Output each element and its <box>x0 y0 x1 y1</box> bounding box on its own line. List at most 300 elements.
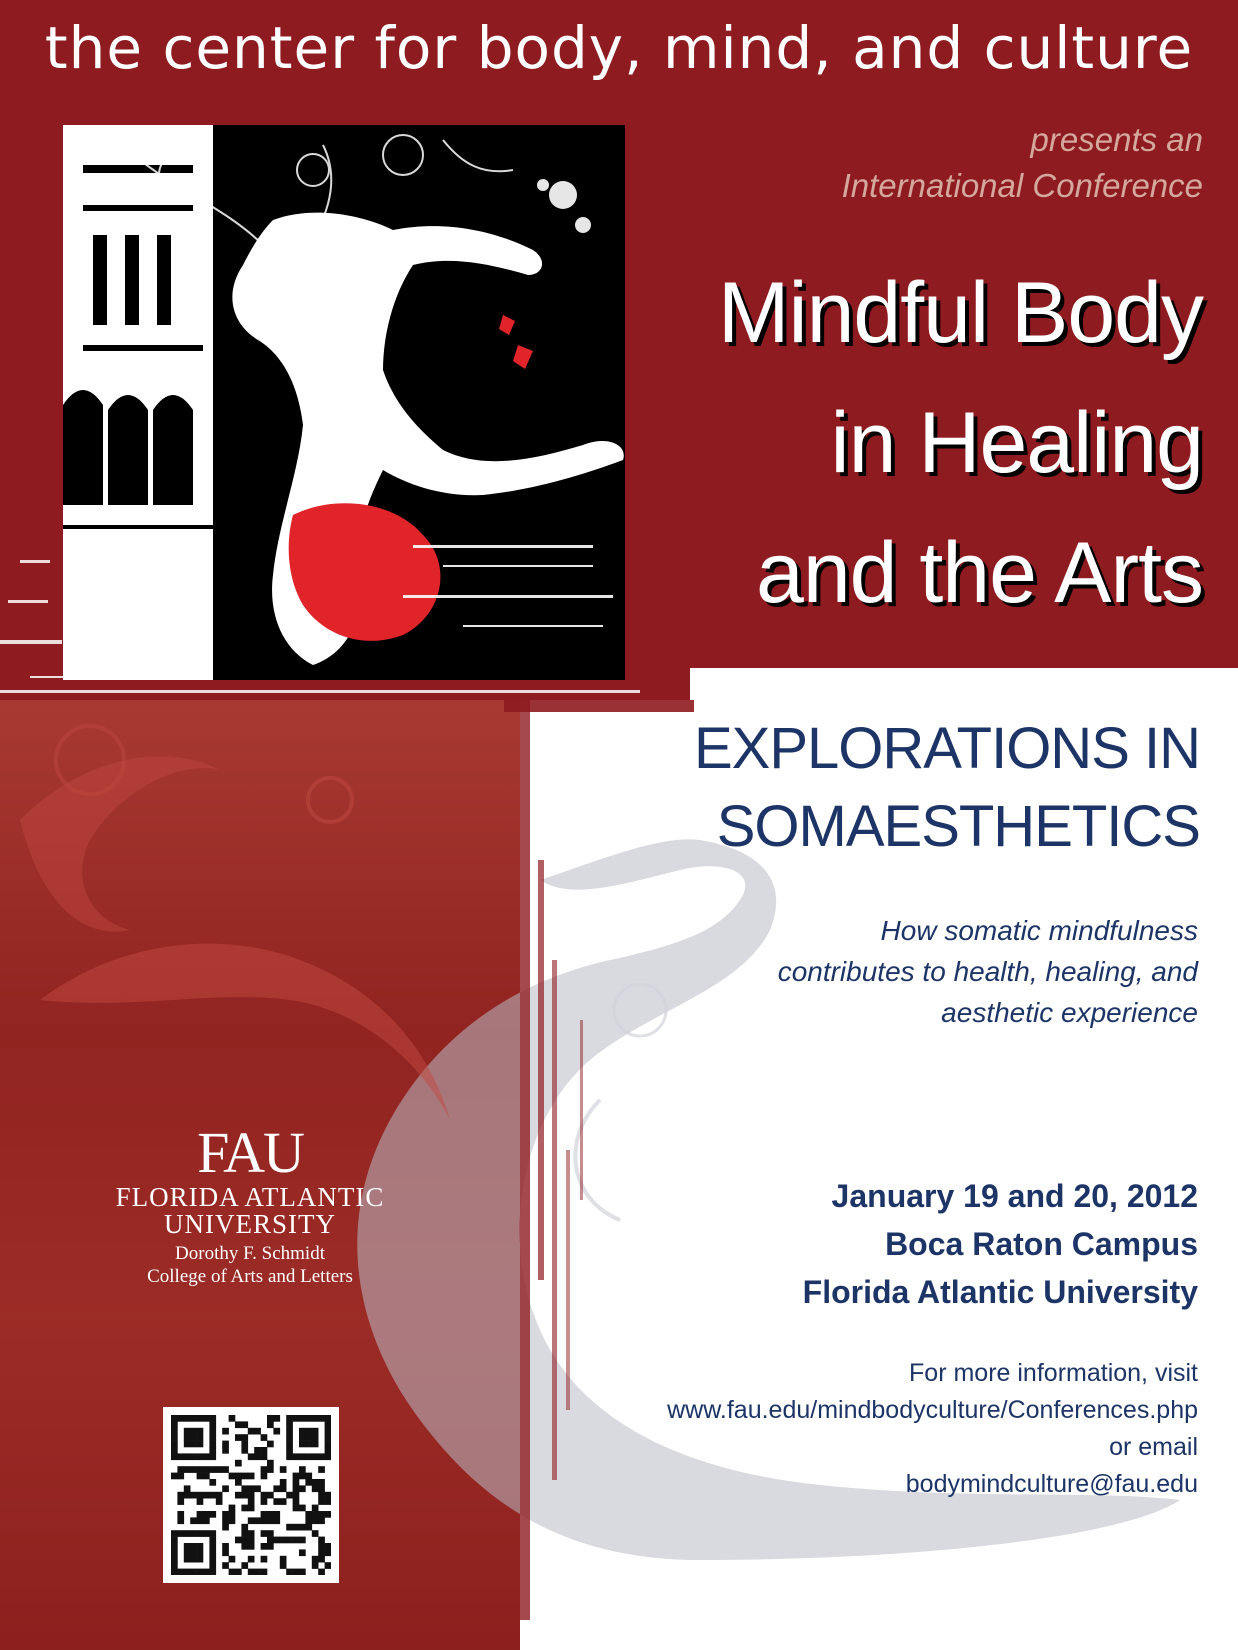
qr-module <box>299 1428 306 1435</box>
presents-line-1: presents an <box>1030 121 1203 158</box>
qr-module <box>286 1569 293 1575</box>
qr-module <box>261 1569 268 1575</box>
event-details <box>803 1172 1198 1316</box>
qr-module <box>171 1441 178 1448</box>
qr-module <box>197 1530 204 1537</box>
fau-name-line-1: FLORIDA ATLANTIC <box>115 1182 385 1212</box>
qr-module <box>312 1517 319 1524</box>
qr-module <box>299 1434 306 1441</box>
qr-module <box>280 1485 287 1492</box>
qr-module <box>293 1485 300 1492</box>
qr-module <box>254 1428 261 1435</box>
qr-module <box>171 1428 178 1435</box>
qr-module <box>299 1569 306 1575</box>
qr-module <box>216 1466 223 1473</box>
qr-module <box>280 1479 287 1486</box>
qr-module <box>325 1434 331 1441</box>
qr-module <box>286 1447 293 1454</box>
qr-module <box>318 1479 325 1486</box>
qr-module <box>318 1485 325 1492</box>
qr-module <box>248 1537 255 1544</box>
qr-module <box>190 1543 197 1550</box>
qr-module <box>299 1537 306 1544</box>
qr-module <box>235 1479 242 1486</box>
qr-module <box>171 1543 178 1550</box>
qr-module <box>241 1447 248 1454</box>
qr-module <box>197 1549 204 1556</box>
qr-module <box>209 1492 216 1499</box>
qr-module <box>184 1492 191 1499</box>
title-line-1: Mindful Body <box>717 265 1203 361</box>
qr-module <box>197 1569 204 1575</box>
qr-module <box>325 1562 331 1569</box>
qr-module <box>184 1530 191 1537</box>
qr-module <box>203 1415 210 1422</box>
qr-module <box>209 1453 216 1460</box>
qr-module <box>197 1466 204 1473</box>
qr-module <box>325 1428 331 1435</box>
qr-module <box>209 1415 216 1422</box>
qr-module <box>241 1530 248 1537</box>
qr-module <box>318 1466 325 1473</box>
qr-module <box>305 1428 312 1435</box>
qr-module <box>229 1505 236 1512</box>
qr-module <box>312 1428 319 1435</box>
info-line-3: or email <box>1109 1433 1198 1461</box>
qr-module <box>209 1556 216 1563</box>
qr-module <box>312 1479 319 1486</box>
qr-module <box>197 1543 204 1550</box>
qr-module <box>261 1511 268 1518</box>
tagline-line-3: aesthetic experience <box>941 997 1198 1028</box>
qr-module <box>229 1569 236 1575</box>
qr-module <box>261 1466 268 1473</box>
qr-module <box>273 1428 280 1435</box>
event-date: January 19 and 20, 2012 <box>831 1178 1198 1214</box>
qr-module <box>325 1498 331 1505</box>
qr-module <box>235 1473 242 1480</box>
qr-module <box>286 1537 293 1544</box>
qr-module <box>280 1466 287 1473</box>
qr-module <box>190 1441 197 1448</box>
qr-module <box>216 1492 223 1499</box>
qr-module <box>305 1524 312 1531</box>
qr-module <box>171 1434 178 1441</box>
qr-module <box>177 1415 184 1422</box>
qr-module <box>184 1434 191 1441</box>
qr-module <box>293 1415 300 1422</box>
event-university: Florida Atlantic University <box>802 1274 1198 1310</box>
qr-module <box>184 1543 191 1550</box>
qr-module <box>325 1453 331 1460</box>
qr-module <box>184 1466 191 1473</box>
qr-module <box>197 1492 204 1499</box>
qr-module <box>197 1473 204 1480</box>
qr-module <box>318 1549 325 1556</box>
qr-module <box>305 1415 312 1422</box>
qr-module <box>197 1511 204 1518</box>
qr-module <box>305 1517 312 1524</box>
qr-module <box>229 1517 236 1524</box>
qr-module <box>209 1562 216 1569</box>
qr-module <box>318 1543 325 1550</box>
qr-module <box>241 1473 248 1480</box>
qr-module <box>241 1505 248 1512</box>
qr-module <box>171 1447 178 1454</box>
qr-module <box>209 1441 216 1448</box>
qr-module <box>318 1415 325 1422</box>
qr-module <box>305 1479 312 1486</box>
fau-college-line-2: College of Arts and Letters <box>147 1266 353 1287</box>
qr-module <box>293 1479 300 1486</box>
qr-module <box>261 1543 268 1550</box>
qr-module <box>248 1543 255 1550</box>
qr-code-icon[interactable] <box>163 1407 339 1583</box>
qr-module <box>267 1511 274 1518</box>
qr-module <box>325 1447 331 1454</box>
qr-module <box>248 1485 255 1492</box>
qr-module <box>305 1453 312 1460</box>
qr-module <box>190 1428 197 1435</box>
qr-module <box>171 1537 178 1544</box>
qr-module <box>241 1492 248 1499</box>
qr-module <box>190 1492 197 1499</box>
qr-module <box>273 1498 280 1505</box>
qr-module <box>267 1492 274 1499</box>
qr-module <box>222 1511 229 1518</box>
qr-module <box>318 1453 325 1460</box>
qr-module <box>229 1511 236 1518</box>
qr-module <box>177 1473 184 1480</box>
qr-module <box>184 1441 191 1448</box>
qr-module <box>203 1453 210 1460</box>
qr-module <box>318 1511 325 1518</box>
qr-module <box>241 1441 248 1448</box>
qr-module <box>209 1543 216 1550</box>
qr-module <box>222 1485 229 1492</box>
qr-module <box>261 1473 268 1480</box>
qr-module <box>280 1498 287 1505</box>
qr-module <box>286 1492 293 1499</box>
qr-module <box>171 1415 178 1422</box>
qr-module <box>286 1524 293 1531</box>
qr-module <box>312 1562 319 1569</box>
qr-module <box>248 1517 255 1524</box>
fau-mark: FAU <box>197 1120 303 1185</box>
qr-module <box>286 1421 293 1428</box>
qr-module <box>190 1556 197 1563</box>
qr-module <box>267 1537 274 1544</box>
qr-module <box>209 1511 216 1518</box>
qr-module <box>209 1434 216 1441</box>
info-email-link[interactable]: bodymindculture@fau.edu <box>905 1470 1198 1498</box>
qr-module <box>177 1453 184 1460</box>
qr-module <box>248 1498 255 1505</box>
qr-module <box>203 1511 210 1518</box>
qr-module <box>305 1473 312 1480</box>
qr-module <box>248 1492 255 1499</box>
qr-module <box>325 1543 331 1550</box>
qr-module <box>171 1421 178 1428</box>
qr-module <box>190 1569 197 1575</box>
qr-module <box>299 1415 306 1422</box>
subtitle-line-1: EXPLORATIONS IN <box>693 716 1200 781</box>
qr-module <box>222 1549 229 1556</box>
qr-module <box>273 1537 280 1544</box>
qr-module <box>197 1498 204 1505</box>
qr-module <box>267 1441 274 1448</box>
qr-module <box>209 1537 216 1544</box>
title-line-2: in Healing <box>830 395 1203 491</box>
qr-module <box>209 1447 216 1454</box>
qr-module <box>299 1524 306 1531</box>
qr-module <box>312 1441 319 1448</box>
qr-module <box>312 1511 319 1518</box>
qr-module <box>177 1569 184 1575</box>
tagline-line-2: contributes to health, healing, and <box>777 956 1198 987</box>
qr-module <box>293 1453 300 1460</box>
qr-module <box>177 1517 184 1524</box>
qr-module <box>293 1473 300 1480</box>
qr-module <box>248 1473 255 1480</box>
qr-module <box>241 1562 248 1569</box>
qr-module <box>325 1441 331 1448</box>
qr-module <box>203 1466 210 1473</box>
qr-module <box>261 1530 268 1537</box>
qr-module <box>190 1453 197 1460</box>
qr-module <box>254 1485 261 1492</box>
qr-module <box>280 1537 287 1544</box>
qr-module <box>325 1511 331 1518</box>
qr-module <box>203 1473 210 1480</box>
qr-module <box>209 1569 216 1575</box>
qr-module <box>318 1492 325 1499</box>
qr-module <box>312 1556 319 1563</box>
qr-module <box>267 1530 274 1537</box>
qr-module <box>241 1485 248 1492</box>
qr-module <box>171 1556 178 1563</box>
qr-module <box>293 1498 300 1505</box>
center-name-heading: the center for body, mind, and culture <box>44 14 1194 82</box>
qr-module <box>286 1434 293 1441</box>
qr-module <box>222 1466 229 1473</box>
qr-module <box>286 1428 293 1435</box>
qr-module <box>325 1549 331 1556</box>
qr-module <box>177 1511 184 1518</box>
tagline <box>778 910 1198 1033</box>
qr-module <box>229 1556 236 1563</box>
qr-module <box>184 1485 191 1492</box>
qr-module <box>184 1549 191 1556</box>
qr-module <box>325 1492 331 1499</box>
title-line-3: and the Arts <box>756 525 1203 621</box>
qr-module <box>248 1556 255 1563</box>
qr-module <box>286 1441 293 1448</box>
qr-module <box>209 1549 216 1556</box>
qr-module <box>203 1492 210 1499</box>
fau-name-line-2: UNIVERSITY <box>164 1209 336 1239</box>
qr-module <box>261 1447 268 1454</box>
qr-module <box>293 1524 300 1531</box>
qr-module <box>267 1415 274 1422</box>
qr-module <box>222 1517 229 1524</box>
qr-module <box>312 1505 319 1512</box>
qr-module <box>222 1428 229 1435</box>
tagline-line-1: How somatic mindfulness <box>880 915 1198 946</box>
qr-module <box>261 1492 268 1499</box>
qr-module <box>305 1434 312 1441</box>
qr-module <box>267 1466 274 1473</box>
qr-module <box>241 1537 248 1544</box>
qr-module <box>305 1511 312 1518</box>
qr-module <box>254 1447 261 1454</box>
qr-module <box>273 1511 280 1518</box>
qr-module <box>209 1428 216 1435</box>
qr-module <box>318 1517 325 1524</box>
qr-module <box>222 1524 229 1531</box>
qr-module <box>312 1415 319 1422</box>
presents-text <box>842 117 1203 209</box>
qr-module <box>190 1434 197 1441</box>
qr-module <box>177 1530 184 1537</box>
qr-module <box>299 1453 306 1460</box>
qr-module <box>318 1537 325 1544</box>
qr-module <box>261 1498 268 1505</box>
contact-info <box>667 1355 1198 1503</box>
qr-module <box>293 1492 300 1499</box>
qr-module <box>248 1428 255 1435</box>
qr-module <box>177 1466 184 1473</box>
qr-module <box>305 1441 312 1448</box>
fau-logo <box>100 1122 400 1288</box>
qr-module <box>241 1434 248 1441</box>
qr-module <box>216 1498 223 1505</box>
qr-module <box>312 1453 319 1460</box>
qr-module <box>299 1505 306 1512</box>
info-line-1: For more information, visit <box>909 1359 1198 1387</box>
qr-module <box>197 1434 204 1441</box>
qr-module <box>184 1428 191 1435</box>
qr-module <box>171 1473 178 1480</box>
qr-module <box>248 1505 255 1512</box>
qr-module <box>273 1517 280 1524</box>
qr-module <box>280 1556 287 1563</box>
qr-module <box>184 1453 191 1460</box>
qr-module <box>203 1517 210 1524</box>
qr-module <box>190 1530 197 1537</box>
qr-module <box>254 1453 261 1460</box>
qr-module <box>254 1517 261 1524</box>
qr-module <box>261 1517 268 1524</box>
qr-module <box>197 1556 204 1563</box>
qr-module <box>209 1421 216 1428</box>
qr-module <box>190 1517 197 1524</box>
qr-module <box>197 1453 204 1460</box>
qr-module <box>177 1498 184 1505</box>
qr-module <box>235 1537 242 1544</box>
qr-module <box>273 1415 280 1422</box>
qr-module <box>235 1569 242 1575</box>
qr-module <box>312 1485 319 1492</box>
qr-module <box>171 1562 178 1569</box>
qr-module <box>318 1556 325 1563</box>
qr-module <box>267 1517 274 1524</box>
qr-module <box>248 1453 255 1460</box>
qr-module <box>190 1466 197 1473</box>
qr-module <box>299 1466 306 1473</box>
qr-module <box>203 1530 210 1537</box>
qr-module <box>190 1549 197 1556</box>
fau-college-line-1: Dorothy F. Schmidt <box>175 1243 325 1264</box>
conference-subtitle <box>694 710 1200 866</box>
qr-module <box>190 1415 197 1422</box>
qr-module <box>235 1460 242 1467</box>
qr-module <box>235 1492 242 1499</box>
qr-module <box>171 1530 178 1537</box>
qr-module <box>299 1549 306 1556</box>
qr-module <box>203 1569 210 1575</box>
qr-module <box>293 1505 300 1512</box>
qr-module <box>209 1530 216 1537</box>
qr-module <box>171 1453 178 1460</box>
qr-module <box>248 1530 255 1537</box>
qr-module <box>197 1517 204 1524</box>
qr-module <box>222 1447 229 1454</box>
dancer-illustration-art <box>63 125 625 680</box>
qr-module <box>197 1415 204 1422</box>
qr-module <box>241 1421 248 1428</box>
qr-module <box>318 1569 325 1575</box>
qr-module <box>267 1543 274 1550</box>
qr-module <box>222 1543 229 1550</box>
qr-module <box>177 1492 184 1499</box>
qr-module <box>267 1460 274 1467</box>
qr-module <box>241 1543 248 1550</box>
qr-module <box>241 1524 248 1531</box>
qr-module <box>229 1473 236 1480</box>
subtitle-line-2: SOMAESTHETICS <box>716 794 1200 859</box>
qr-module <box>171 1569 178 1575</box>
qr-module <box>293 1569 300 1575</box>
qr-module <box>248 1569 255 1575</box>
qr-module <box>299 1441 306 1448</box>
qr-module <box>222 1441 229 1448</box>
qr-module <box>229 1415 236 1422</box>
qr-module <box>299 1473 306 1480</box>
qr-module <box>261 1453 268 1460</box>
event-campus: Boca Raton Campus <box>885 1226 1198 1262</box>
qr-module <box>222 1562 229 1569</box>
qr-module <box>235 1421 242 1428</box>
conference-title <box>718 248 1203 638</box>
presents-line-2: International Conference <box>841 167 1203 204</box>
qr-module <box>184 1556 191 1563</box>
qr-module <box>286 1453 293 1460</box>
qr-code-pattern <box>171 1415 331 1575</box>
qr-module <box>171 1549 178 1556</box>
qr-module <box>318 1498 325 1505</box>
qr-module <box>293 1537 300 1544</box>
qr-module <box>209 1466 216 1473</box>
qr-module <box>261 1434 268 1441</box>
info-url-link[interactable]: www.fau.edu/mindbodyculture/Conferences.php <box>667 1396 1198 1424</box>
qr-module <box>299 1485 306 1492</box>
qr-module <box>254 1569 261 1575</box>
qr-module <box>325 1421 331 1428</box>
dancer-illustration-icon <box>63 125 625 680</box>
qr-module <box>286 1415 293 1422</box>
qr-module <box>273 1485 280 1492</box>
